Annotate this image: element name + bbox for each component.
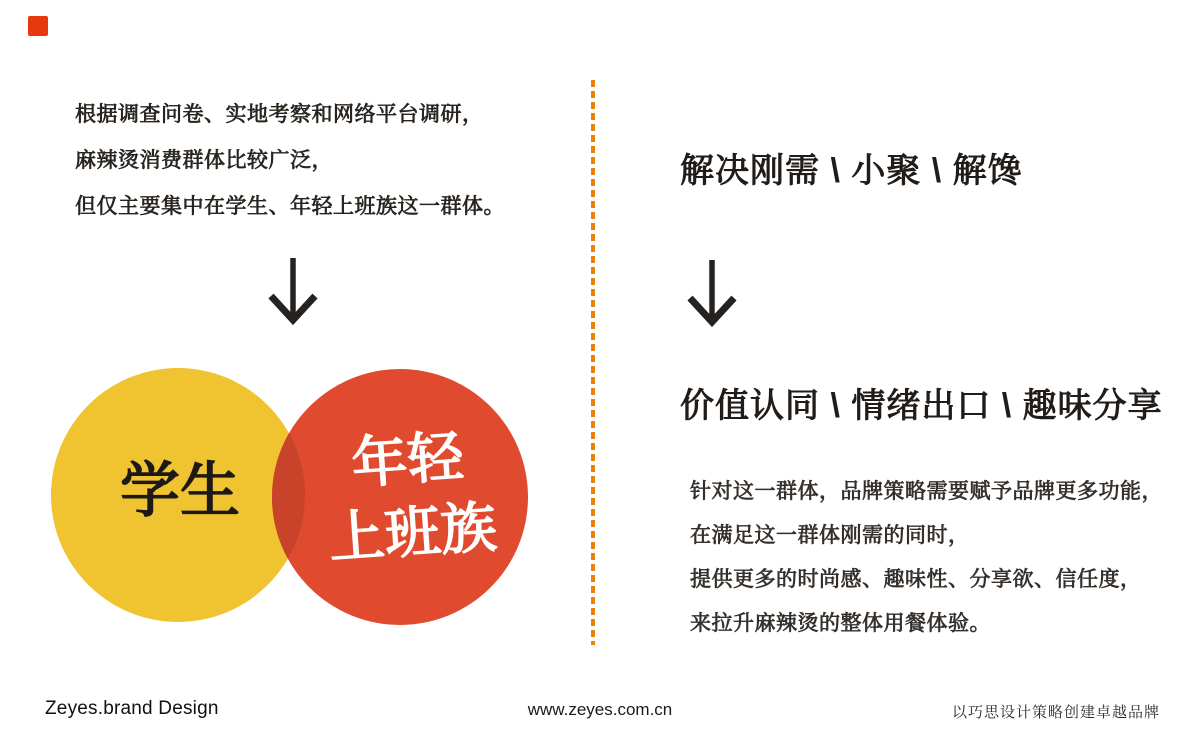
- strategy-line: 针对这一群体，品牌策略需要赋予品牌更多功能，: [690, 480, 1163, 503]
- intro-line: 麻辣烫消费群体比较广泛，: [75, 149, 333, 172]
- intro-line: 根据调查问卷、实地考察和网络平台调研，: [75, 103, 484, 126]
- workers-label-line2: 上班族: [326, 495, 499, 570]
- dashed-divider: [591, 80, 595, 645]
- values-heading: 价值认同 \ 情绪出口 \ 趣味分享: [680, 387, 1163, 425]
- strategy-line: 来拉升麻辣烫的整体用餐体验。: [690, 612, 991, 635]
- intro-line: 但仅主要集中在学生、年轻上班族这一群体。: [75, 195, 505, 218]
- students-label: 学生: [120, 457, 240, 524]
- footer-website-url: www.zeyes.com.cn: [527, 700, 673, 719]
- strategy-line: 在满足这一群体刚需的同时，: [690, 524, 970, 547]
- intro-paragraph: [75, 92, 515, 230]
- strategy-paragraph: [690, 470, 1163, 646]
- strategy-line: 提供更多的时尚感、趣味性、分享欲、信任度，: [690, 568, 1142, 591]
- needs-heading: 解决刚需 \ 小聚 \ 解馋: [680, 152, 1023, 190]
- workers-label-line1: 年轻: [349, 424, 466, 495]
- brand-mark: [28, 16, 48, 36]
- down-arrow-icon: [686, 258, 738, 328]
- footer-brand-text: Zeyes.brand Design: [45, 698, 219, 719]
- down-arrow-icon: [267, 256, 319, 326]
- footer-slogan: 以巧思设计策略创建卓越品牌: [951, 704, 1160, 721]
- workers-label: [303, 416, 517, 576]
